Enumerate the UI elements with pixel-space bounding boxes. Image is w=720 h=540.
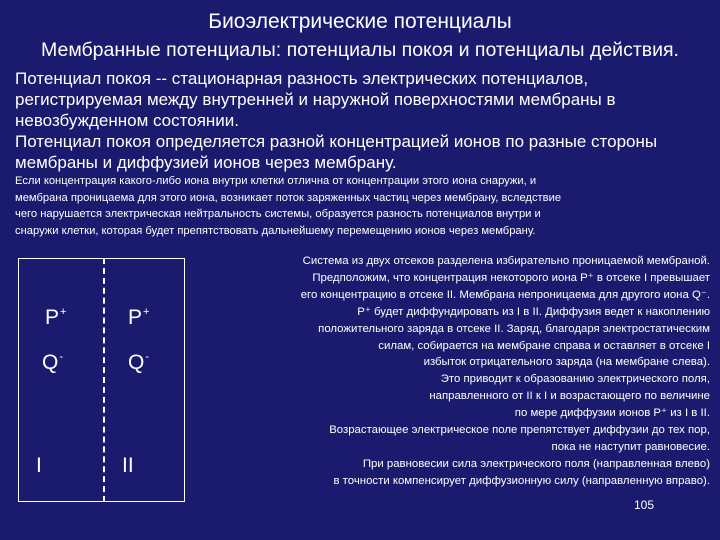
ion-flow-explanation: [15, 173, 715, 239]
membrane-diagram: [18, 258, 185, 502]
text-line: пока не наступит равновесие.: [551, 440, 710, 453]
text-line: снаружи клетки, которая будет препятствовать дальнейшему перемещению ионов через мембрану.: [15, 224, 536, 237]
membrane-dashed-line: [103, 258, 105, 502]
text-line: Потенциал покоя определяется разной концентрацией ионов по разные стороны: [15, 132, 658, 151]
left-anion: Q-: [42, 351, 64, 374]
text-line: Потенциал покоя -- стационарная разность электрических потенциалов,: [15, 69, 589, 88]
compartment-label-right: II: [122, 454, 134, 477]
left-cation: P+: [45, 306, 67, 329]
text-line: регистрируемая между внутренней и наружной поверхностями мембраны в: [15, 90, 616, 109]
text-line: Система из двух отсеков разделена избирательно проницаемой мембраной.: [302, 255, 710, 267]
resting-potential-definition: [15, 68, 715, 131]
text-line: его концентрацию в отсеке II. Мембрана непроницаема для другого иона Q⁻.: [300, 288, 710, 301]
text-line: P⁺ будет диффундировать из I в II. Диффузия ведет к накоплению: [357, 305, 710, 318]
text-line: Это приводит к образованию электрического поля,: [440, 373, 710, 386]
slide-subtitle: Мембранные потенциалы: потенциалы покоя и потенциалы действия.: [41, 39, 679, 61]
right-anion: Q-: [128, 351, 150, 374]
text-line: по мере диффузии ионов P⁺ из I в II.: [514, 407, 710, 420]
text-line: мембраны и диффузией ионов через мембрану.: [15, 153, 397, 172]
slide-title: Биоэлектрические потенциалы: [208, 10, 512, 33]
diffusion-explanation: [196, 253, 710, 490]
right-cation: P+: [128, 306, 150, 329]
text-line: направленного от II к I и возрастающего по величине: [429, 390, 710, 403]
text-line: При равновесии сила электрического поля (направленная влево): [362, 457, 710, 470]
text-line: Предположим, что концентрация некоторого иона P⁺ в отсеке I превышает: [312, 271, 710, 284]
page-number: 105: [634, 498, 655, 512]
text-line: положительного заряда в отсеке II. Заряд, благодаря электростатическим: [318, 322, 710, 335]
text-line: в точности компенсирует диффузионную силу (направленную вправо).: [333, 474, 710, 487]
text-line: силам, собирается на мембране справа и оставляет в отсеке I: [378, 339, 710, 352]
text-line: мембрана проницаема для этого иона, возникает поток заряженных частиц через мембрану, вследствие: [15, 191, 562, 204]
text-line: избыток отрицательного заряда (на мембране слева).: [423, 356, 710, 369]
resting-potential-cause: [15, 131, 715, 173]
compartment-label-left: I: [36, 454, 42, 477]
text-line: Если концентрация какого-либо иона внутри клетки отлична от концентрации этого иона снаружи, и: [15, 175, 537, 187]
text-line: Возрастающее электрическое поле препятствует диффузии до тех пор,: [329, 424, 710, 437]
text-line: чего нарушается электрическая нейтральность системы, образуется разность потенциалов внутри и: [15, 208, 541, 220]
text-line: невозбужденном состоянии.: [15, 111, 239, 130]
